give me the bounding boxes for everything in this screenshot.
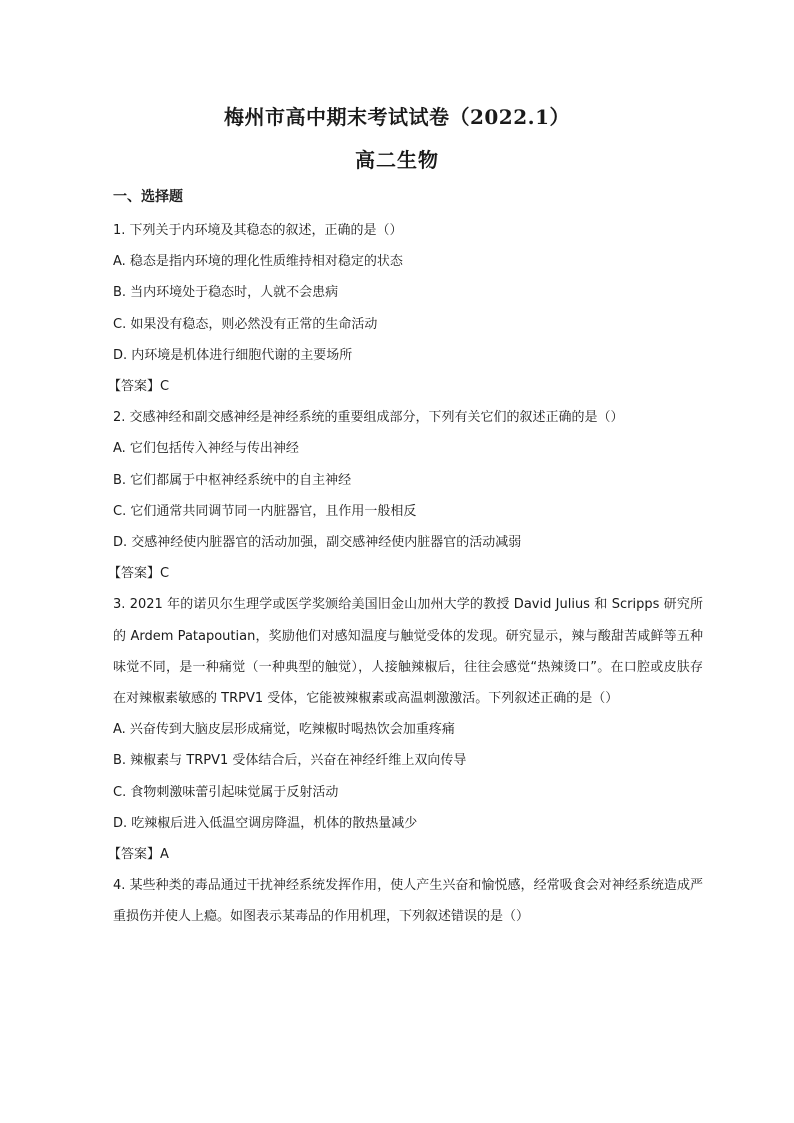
option-b: B. 它们都属于中枢神经系统中的自主神经 [113,472,352,488]
question-1 [108,215,703,402]
question-4 [113,870,703,932]
option-a: A. 稳态是指内环境的理化性质维持相对稳定的状态 [113,254,403,270]
question-3 [108,589,703,870]
answer-label: 【答案】 [108,379,161,395]
option-d: D. 内环境是机体进行细胞代谢的主要场所 [113,347,353,363]
page-title: 梅州市高中期末考试试卷（2022.1） [223,105,571,129]
option-c: C. 如果没有稳态，则必然没有正常的生命活动 [113,316,378,332]
question-list [108,215,703,933]
answer-label: 【答案】 [108,847,161,863]
answer-row [108,558,703,589]
answer-value: C [160,566,170,582]
answer-label: 【答案】 [108,566,161,582]
question-stem: 3. 2021 年的诺贝尔生理学或医学奖颁给美国旧金山加州大学的教授 David Julius 和 Scripps 研究所的 Ardem Patapoutian，奖励他们对感知温度与触觉受体的发现。研究显示，辣与酸甜苦咸鲜等五种味觉不同，是一种痛觉（一种典型的触觉），人接触辣椒后，往往会感觉“热辣烫口”。在口腔或皮肤存在对辣椒素敏感的 TRPV1 受体，它能被辣椒素或高温刺激激活。下列叙述正确的是（） [113,597,703,707]
answer-row [108,371,703,402]
option-a: A. 它们包括传入神经与传出神经 [113,441,299,457]
option-d: D. 交感神经使内脏器官的活动加强，副交感神经使内脏器官的活动减弱 [113,535,522,551]
answer-value: A [160,847,169,863]
question-stem: 4. 某些种类的毒品通过干扰神经系统发挥作用，使人产生兴奋和愉悦感，经常吸食会对神经系统造成严重损伤并使人上瘾。如图表示某毒品的作用机理，下列叙述错误的是（） [113,878,703,925]
answer-value: C [160,379,170,395]
option-d: D. 吃辣椒后进入低温空调房降温，机体的散热量减少 [113,815,418,831]
question-stem: 2. 交感神经和副交感神经是神经系统的重要组成部分，下列有关它们的叙述正确的是（） [113,410,624,426]
option-b: B. 当内环境处于稳态时，人就不会患病 [113,285,339,301]
option-c: C. 食物刺激味蕾引起味觉属于反射活动 [113,784,339,800]
section-heading: 一、选择题 [113,189,183,205]
answer-row [108,839,703,870]
question-stem: 1. 下列关于内环境及其稳态的叙述，正确的是（） [113,223,403,238]
option-b: B. 辣椒素与 TRPV1 受体结合后，兴奋在神经纤维上双向传导 [113,753,467,769]
option-c: C. 它们通常共同调节同一内脏器官，且作用一般相反 [113,503,417,519]
question-2 [108,402,703,589]
option-a: A. 兴奋传到大脑皮层形成痛觉，吃辣椒时喝热饮会加重疼痛 [113,722,455,738]
page-subtitle: 高二生物 [355,148,439,172]
